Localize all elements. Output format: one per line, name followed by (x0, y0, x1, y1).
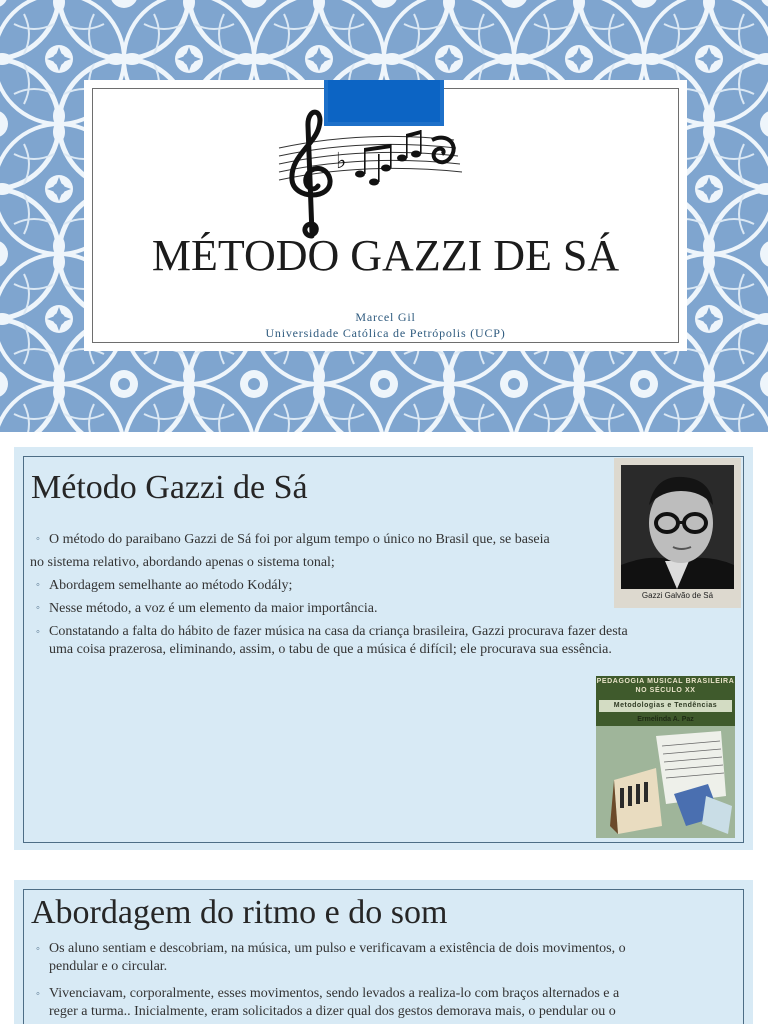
bullet-icon: ◦ (36, 626, 40, 638)
book-title: PEDAGOGIA MUSICAL BRASILEIRA NO SÉCULO XX (596, 678, 735, 694)
slide-title: Abordagem do ritmo e do som (31, 894, 448, 931)
bullet-item: ◦ Abordagem semelhante ao método Kodály; (36, 574, 736, 597)
portrait-image (621, 465, 734, 589)
author-block (84, 309, 687, 341)
portrait-photo (614, 458, 741, 608)
bullet-item: ◦ Nesse método, a voz é um elemento da maior importância. (36, 597, 736, 620)
bullet-icon: ◦ (36, 943, 40, 955)
content-slide-method (14, 447, 753, 850)
book-author: Ermelinda A. Paz (637, 716, 694, 723)
bullet-icon: ◦ (36, 533, 40, 545)
slide-title: Método Gazzi de Sá (31, 469, 308, 506)
bullet-icon: ◦ (36, 988, 40, 1000)
bullet-item: ◦ Vivenciavam, corporalmente, esses movimentos, sendo levados a realiza-lo com braços alternados e a reger a turma.. Inicialmente, eram solicitados a dizer qual dos gestos demorava mais, o pendular ou o (36, 986, 620, 1019)
title-card (84, 80, 687, 351)
treble-clef-music-notes-image (274, 96, 474, 246)
bullet-icon: ◦ (36, 579, 40, 591)
portrait-caption: Gazzi Galvão de Sá (641, 591, 714, 600)
bullet-icon: ◦ (36, 602, 40, 614)
bullet-list (36, 940, 736, 1021)
bullet-continuation: no sistema relativo, abordando apenas o sistema tonal; (30, 555, 335, 570)
title-slide (0, 0, 768, 432)
institution-name: Universidade Católica de Petrópolis (UCP) (265, 326, 506, 340)
svg-text:♭: ♭ (336, 149, 347, 174)
presentation-title: MÉTODO GAZZI DE SÁ (151, 231, 620, 280)
bullet-item: ◦ Constatando a falta do hábito de fazer música na casa da criança brasileira, Gazzi procurava fazer desta uma coisa prazerosa, eliminando, assim, o tabu de que a música é difícil; ele procurava sua essência. (36, 624, 628, 657)
bullet-item: ◦ Os aluno sentiam e descobriam, na música, um pulso e verificavam a existência de dois movimentos, o pendular e o circular. (36, 941, 626, 974)
bullet-item: ◦ O método do paraibano Gazzi de Sá foi por algum tempo o único no Brasil que, se baseia (36, 528, 736, 551)
book-subtitle: Metodologias e Tendências (599, 700, 732, 712)
author-name: Marcel Gil (355, 310, 416, 324)
content-slide-rhythm (14, 880, 753, 1024)
book-cover-image (596, 676, 735, 838)
